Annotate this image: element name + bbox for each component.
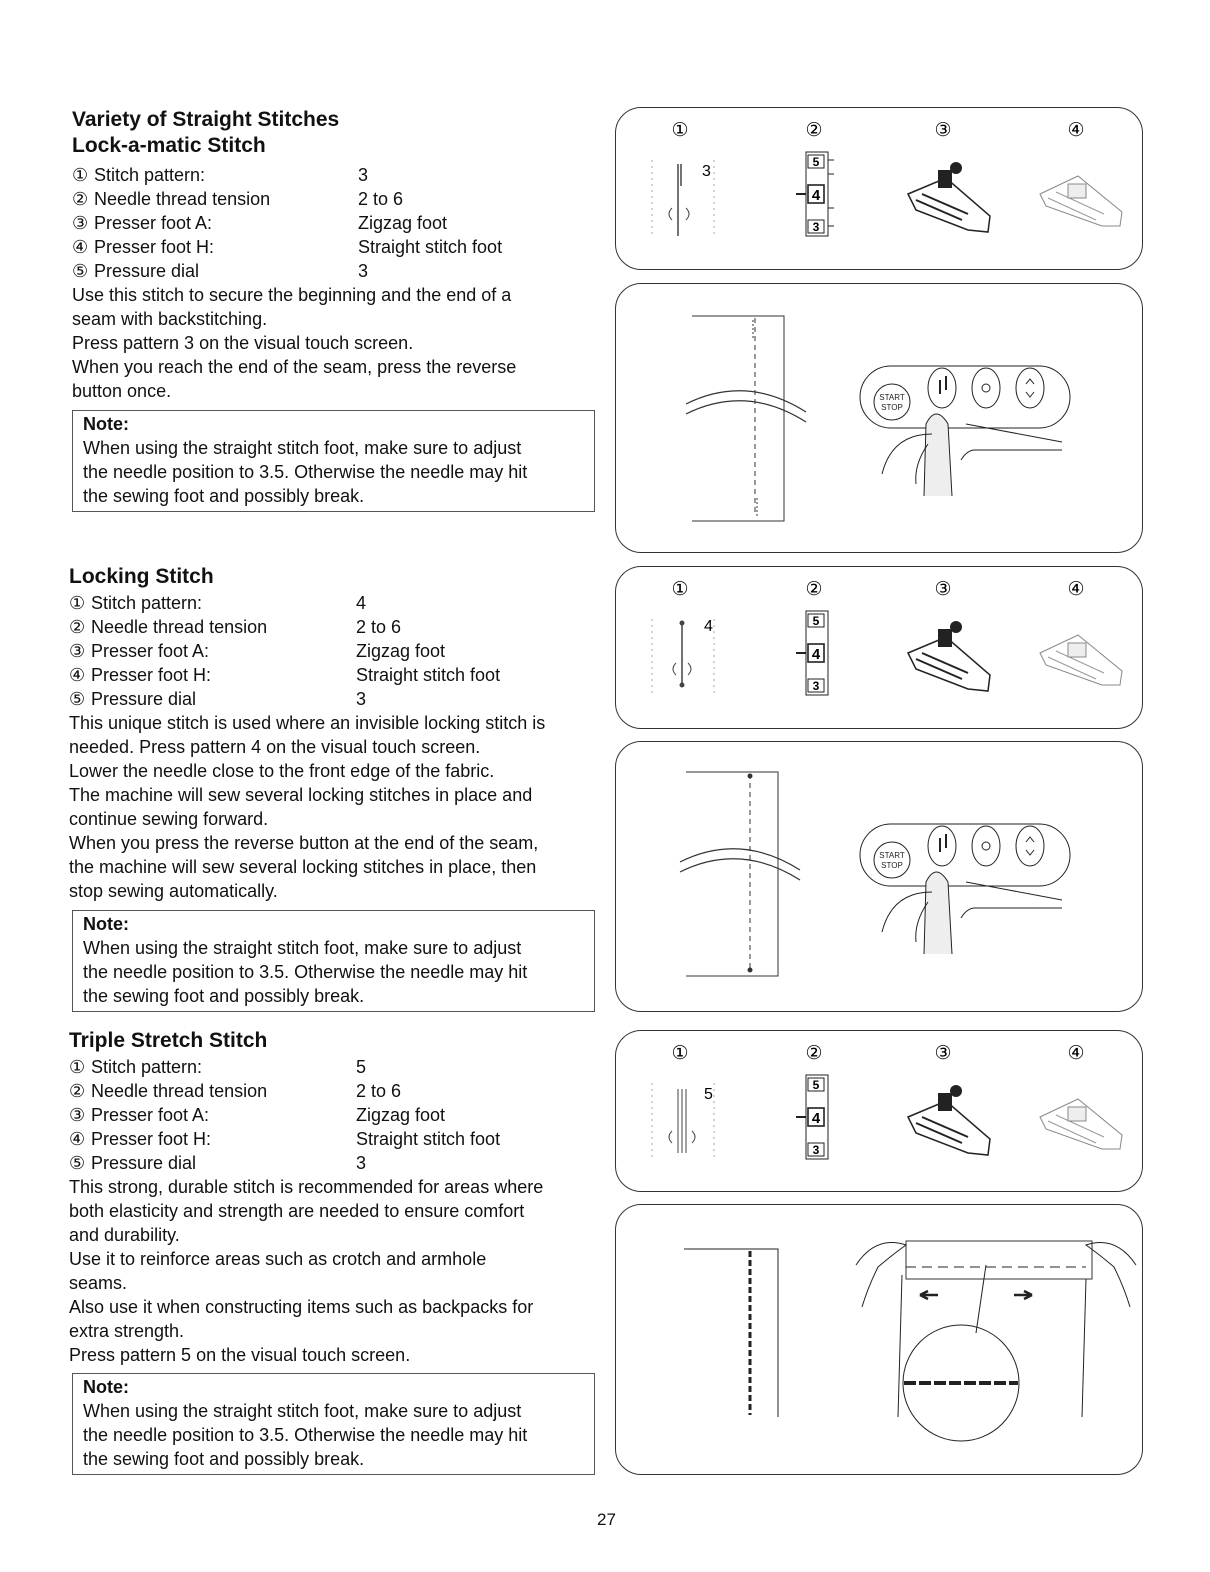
pattern-number: 5 <box>704 1086 713 1103</box>
figure-label-1: ① <box>671 1043 689 1064</box>
zigzag-foot-icon <box>908 621 990 691</box>
spec-row: ② Needle thread tension 2 to 6 <box>72 189 404 209</box>
spec-row: ③ Presser foot A: Zigzag foot <box>69 1105 446 1125</box>
section-title-variety: Variety of Straight Stitches <box>72 108 340 131</box>
svg-text:4: 4 <box>811 1110 821 1127</box>
settings-illustration <box>616 567 1144 730</box>
note-box: Note: When using the straight stitch foot, make sure to adjust the needle position to 3.5. Otherwise the needle may hit the sewing foot and possibly break. <box>72 410 595 512</box>
start-stop-button-panel <box>860 366 1070 496</box>
spec-row: ④ Presser foot H: Straight stitch foot <box>72 237 503 257</box>
figure-label-3: ③ <box>934 120 952 141</box>
figure-label-3: ③ <box>934 579 952 600</box>
locking-stitch-seam-illustration <box>616 742 1144 1013</box>
settings-figure <box>615 1030 1143 1192</box>
tension-dial-icon <box>796 1075 828 1159</box>
pattern-number: 3 <box>702 163 711 180</box>
settings-illustration <box>616 108 1144 271</box>
figure-label-1: ① <box>671 120 689 141</box>
figure-label-4: ④ <box>1067 1043 1085 1064</box>
figure-label-4: ④ <box>1067 120 1085 141</box>
svg-text:5: 5 <box>812 155 820 169</box>
straight-stitch-foot-icon <box>1040 1099 1122 1149</box>
description: Use this stitch to secure the beginning and the end of a seam with backstitching. Press pattern 3 on the visual touch screen. When you reach the end of the seam, press the reverse button once. <box>72 285 517 401</box>
lock-a-matic-seam-illustration <box>616 284 1144 554</box>
spec-row: ② Needle thread tension 2 to 6 <box>69 1081 402 1101</box>
figure-label-2: ② <box>805 1043 823 1064</box>
svg-text:3: 3 <box>812 1143 820 1157</box>
start-stop-button-panel <box>860 824 1070 954</box>
svg-text:STOP: STOP <box>881 861 903 870</box>
note-box: Note: When using the straight stitch foot, make sure to adjust the needle position to 3.5. Otherwise the needle may hit the sewing foot and possibly break. <box>72 1373 595 1475</box>
section-title-locking-stitch: Locking Stitch <box>69 565 214 588</box>
svg-text:4: 4 <box>811 187 821 204</box>
note-box: Note: When using the straight stitch foot, make sure to adjust the needle position to 3.5. Otherwise the needle may hit the sewing foot and possibly break. <box>72 910 595 1012</box>
straight-stitch-foot-icon <box>1040 176 1122 226</box>
spec-list <box>69 1055 501 1175</box>
sewing-figure <box>615 1204 1143 1475</box>
spec-row: ③ Presser foot A: Zigzag foot <box>72 213 448 233</box>
section-title-lock-a-matic: Lock-a-matic Stitch <box>72 134 266 157</box>
svg-text:START: START <box>879 851 905 860</box>
svg-text:5: 5 <box>812 1078 820 1092</box>
svg-text:3: 3 <box>812 679 820 693</box>
spec-list <box>72 163 503 283</box>
page-number: 27 <box>597 1510 616 1529</box>
figure-label-4: ④ <box>1067 579 1085 600</box>
sewing-figure <box>615 283 1143 553</box>
spec-row: ① Stitch pattern: 3 <box>72 165 369 185</box>
spec-row: ⑤ Pressure dial 3 <box>69 1153 367 1173</box>
tension-dial-icon <box>796 611 828 695</box>
spec-row: ④ Presser foot H: Straight stitch foot <box>69 665 501 685</box>
spec-row: ③ Presser foot A: Zigzag foot <box>69 641 446 661</box>
spec-row: ① Stitch pattern: 4 <box>69 593 367 613</box>
settings-figure <box>615 107 1143 270</box>
sewing-figure <box>615 741 1143 1012</box>
description: This strong, durable stitch is recommended for areas where both elasticity and strength are needed to ensure comfort and durability. Use it to reinforce areas such as crotch and armhole seams. Also use it when constructing items such as backpacks for extra strength. Press pattern 5 on the visual touch screen. <box>69 1177 544 1365</box>
zigzag-foot-icon <box>908 162 990 232</box>
svg-text:STOP: STOP <box>881 403 903 412</box>
figure-label-2: ② <box>805 120 823 141</box>
svg-text:4: 4 <box>811 646 821 663</box>
svg-text:START: START <box>879 393 905 402</box>
spec-list <box>69 591 501 711</box>
spec-row: ⑤ Pressure dial 3 <box>72 261 369 281</box>
pattern-number: 4 <box>704 618 713 635</box>
figure-label-2: ② <box>805 579 823 600</box>
straight-stitch-foot-icon <box>1040 635 1122 685</box>
figure-label-1: ① <box>671 579 689 600</box>
triple-stretch-illustration <box>616 1205 1144 1476</box>
spec-row: ① Stitch pattern: 5 <box>69 1057 367 1077</box>
spec-row: ⑤ Pressure dial 3 <box>69 689 367 709</box>
settings-illustration <box>616 1031 1144 1193</box>
description: This unique stitch is used where an invisible locking stitch is needed. Press pattern 4 on the visual touch screen. Lower the needle close to the front edge of the fabric. The machine will sew several locking stitches in place and continue sewing forward. When you press the reverse button at the end of the seam, the machine will sew several locking stitches in place, then stop sewing automatically. <box>69 713 546 901</box>
svg-text:5: 5 <box>812 614 820 628</box>
figure-label-3: ③ <box>934 1043 952 1064</box>
tension-dial-icon <box>796 152 834 236</box>
section-title-triple-stretch: Triple Stretch Stitch <box>69 1029 268 1052</box>
settings-figure <box>615 566 1143 729</box>
zigzag-foot-icon <box>908 1085 990 1155</box>
spec-row: ② Needle thread tension 2 to 6 <box>69 617 402 637</box>
spec-row: ④ Presser foot H: Straight stitch foot <box>69 1129 501 1149</box>
svg-text:3: 3 <box>812 220 820 234</box>
